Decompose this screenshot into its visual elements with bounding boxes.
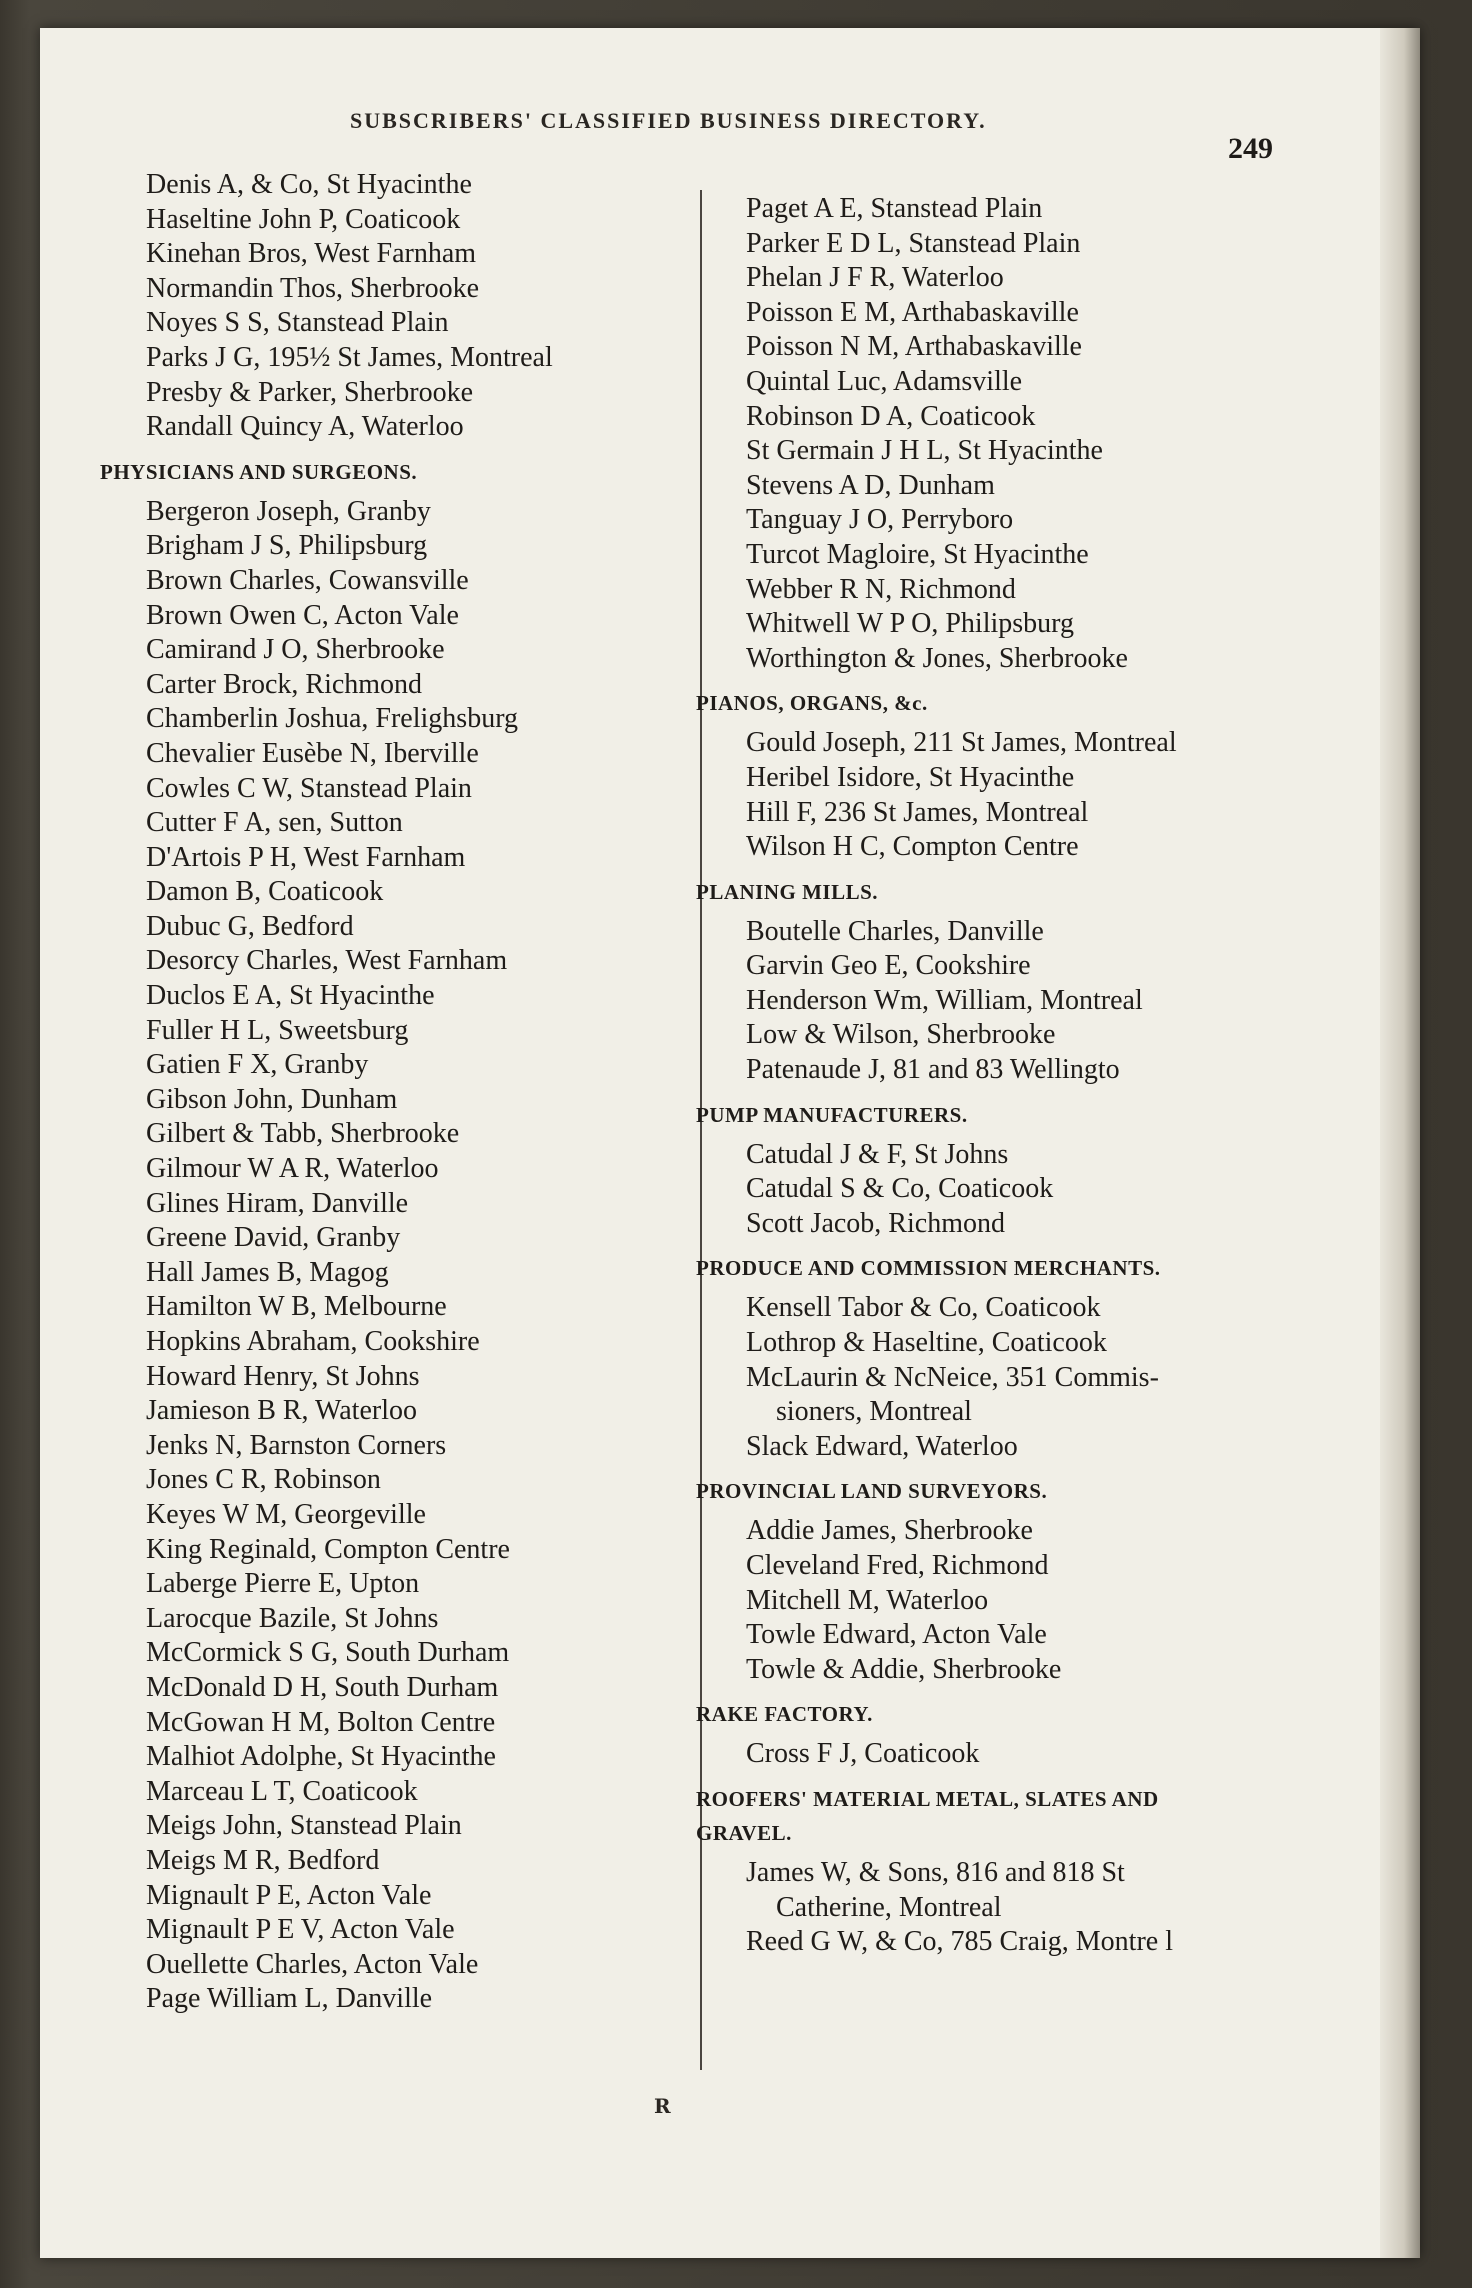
list-item: Worthington & Jones, Sherbrooke [746, 642, 1128, 674]
list-item: Laberge Pierre E, Upton [146, 1568, 420, 1600]
list-item: Poisson N M, Arthabaskaville [746, 331, 1082, 363]
list-item: Henderson Wm, William, Montreal [746, 984, 1143, 1016]
list-item: Reed G W, & Co, 785 Craig, Montre l [746, 1926, 1173, 1958]
list-item: Haseltine John P, Coaticook [146, 203, 461, 235]
list-item: Catudal J & F, St Johns [746, 1138, 1009, 1170]
list-item: Malhiot Adolphe, St Hyacinthe [146, 1741, 496, 1773]
list-item: Whitwell W P O, Philipsburg [746, 608, 1074, 640]
list-item: Larocque Bazile, St Johns [146, 1602, 439, 1634]
list-item: Camirand J O, Sherbrooke [146, 634, 445, 666]
list-item: Presby & Parker, Sherbrooke [146, 376, 474, 408]
list-item: Jenks N, Barnston Corners [146, 1429, 447, 1461]
list-item: Poisson E M, Arthabaskaville [746, 296, 1079, 328]
signature-mark: R [654, 2094, 671, 2118]
list-item: Heribel Isidore, St Hyacinthe [746, 761, 1075, 793]
list-item: Keyes W M, Georgeville [146, 1498, 426, 1530]
list-item: Brigham J S, Philipsburg [146, 530, 428, 562]
list-item: Mignault P E, Acton Vale [146, 1879, 432, 1911]
list-item: Low & Wilson, Sherbrooke [746, 1019, 1056, 1051]
list-item-continuation: sioners, Montreal [776, 1396, 972, 1428]
list-item: Brown Charles, Cowansville [146, 564, 469, 596]
list-item: Phelan J F R, Waterloo [746, 262, 1004, 294]
list-item: Gould Joseph, 211 St James, Montreal [746, 727, 1177, 759]
list-item: Bergeron Joseph, Granby [146, 495, 431, 527]
section-heading: PHYSICIANS AND SURGEONS. [100, 459, 418, 484]
list-item: Glines Hiram, Danville [146, 1187, 409, 1219]
list-item: Hall James B, Magog [146, 1256, 389, 1288]
section-heading: PIANOS, ORGANS, &c. [696, 691, 928, 716]
list-item: Fuller H L, Sweetsburg [146, 1014, 409, 1046]
list-item: Howard Henry, St Johns [146, 1360, 420, 1392]
list-item: Slack Edward, Waterloo [746, 1430, 1018, 1462]
list-item: Paget A E, Stanstead Plain [746, 193, 1043, 224]
list-item: St Germain J H L, St Hyacinthe [746, 435, 1103, 467]
list-item: Turcot Magloire, St Hyacinthe [746, 538, 1089, 570]
section-heading: RAKE FACTORY. [696, 1702, 873, 1727]
list-item: Stevens A D, Dunham [746, 469, 995, 501]
list-item: Webber R N, Richmond [746, 573, 1016, 605]
list-item: Addie James, Sherbrooke [746, 1515, 1033, 1547]
list-item: Cross F J, Coaticook [746, 1738, 980, 1770]
list-item: Randall Quincy A, Waterloo [146, 411, 464, 443]
section-heading: PUMP MANUFACTURERS. [696, 1102, 968, 1127]
list-item: Dubuc G, Bedford [146, 910, 354, 942]
section-heading: PLANING MILLS. [696, 879, 879, 904]
list-item: Noyes S S, Stanstead Plain [146, 307, 449, 339]
list-item: Damon B, Coaticook [146, 876, 384, 908]
section-heading-line: GRAVEL. [696, 1820, 792, 1845]
running-head: SUBSCRIBERS' CLASSIFIED BUSINESS DIRECTORY. [350, 108, 987, 133]
list-item: Catudal S & Co, Coaticook [746, 1173, 1054, 1205]
list-item: Wilson H C, Compton Centre [746, 831, 1079, 863]
left-column [100, 168, 680, 2017]
list-item: Chamberlin Joshua, Frelighsburg [146, 703, 519, 735]
list-item: McCormick S G, South Durham [146, 1637, 510, 1669]
list-item: Cleveland Fred, Richmond [746, 1550, 1049, 1581]
list-item: Hopkins Abraham, Cookshire [146, 1326, 480, 1357]
list-item: Mignault P E V, Acton Vale [146, 1914, 455, 1946]
list-item: Kinehan Bros, West Farnham [146, 238, 477, 270]
list-item: Garvin Geo E, Cookshire [746, 950, 1031, 982]
list-item: Tanguay J O, Perryboro [746, 504, 1014, 536]
page-number: 249 [1228, 132, 1273, 165]
list-item: Lothrop & Haseltine, Coaticook [746, 1327, 1107, 1359]
list-item: McLaurin & NcNeice, 351 Commis- [746, 1361, 1159, 1393]
list-item: D'Artois P H, West Farnham [146, 841, 466, 873]
section-heading: PRODUCE AND COMMISSION MERCHANTS. [696, 1256, 1161, 1281]
list-item: Towle & Addie, Sherbrooke [746, 1653, 1062, 1685]
list-item-continuation: Catherine, Montreal [776, 1891, 1002, 1923]
list-item: Gatien F X, Granby [146, 1049, 369, 1081]
list-item: Jones C R, Robinson [146, 1464, 381, 1496]
list-item: Mitchell M, Waterloo [746, 1584, 989, 1616]
list-item: Marceau L T, Coaticook [146, 1775, 418, 1807]
list-item: Parks J G, 195½ St James, Montreal [146, 341, 553, 373]
list-item: McDonald D H, South Durham [146, 1671, 499, 1703]
list-item: Denis A, & Co, St Hyacinthe [146, 169, 472, 200]
list-item: Quintal Luc, Adamsville [746, 365, 1023, 397]
list-item: Gilmour W A R, Waterloo [146, 1153, 439, 1185]
list-item: Hamilton W B, Melbourne [146, 1291, 447, 1323]
list-item: Towle Edward, Acton Vale [746, 1619, 1047, 1651]
list-item: Chevalier Eusèbe N, Iberville [146, 737, 479, 769]
list-item: Carter Brock, Richmond [146, 668, 423, 700]
list-item: Page William L, Danville [146, 1983, 433, 2015]
list-item: Duclos E A, St Hyacinthe [146, 980, 435, 1012]
list-item: Meigs John, Stanstead Plain [146, 1810, 462, 1842]
section-heading [688, 1782, 1288, 1850]
list-item: Normandin Thos, Sherbrooke [146, 272, 480, 304]
list-item: Cowles C W, Stanstead Plain [146, 772, 472, 804]
list-item: Cutter F A, sen, Sutton [146, 807, 403, 839]
list-item: Gibson John, Dunham [146, 1083, 398, 1115]
right-column [688, 192, 1288, 1960]
list-item: Parker E D L, Stanstead Plain [746, 227, 1081, 259]
list-item: Greene David, Granby [146, 1222, 401, 1254]
list-item: McGowan H M, Bolton Centre [146, 1706, 496, 1738]
list-item: Ouellette Charles, Acton Vale [146, 1948, 479, 1980]
list-item: Robinson D A, Coaticook [746, 400, 1036, 432]
list-item: Brown Owen C, Acton Vale [146, 599, 459, 631]
list-item: Kensell Tabor & Co, Coaticook [746, 1292, 1101, 1324]
list-item: Hill F, 236 St James, Montreal [746, 796, 1089, 828]
list-item: Gilbert & Tabb, Sherbrooke [146, 1118, 460, 1150]
list-item: Meigs M R, Bedford [146, 1844, 380, 1876]
list-item: Jamieson B R, Waterloo [146, 1395, 417, 1427]
list-item: Patenaude J, 81 and 83 Wellingto [746, 1054, 1120, 1086]
list-item: Boutelle Charles, Danville [746, 915, 1044, 947]
section-heading-line: ROOFERS' MATERIAL METAL, SLATES AND [696, 1786, 1159, 1811]
list-item: Scott Jacob, Richmond [746, 1207, 1005, 1239]
page-edge [1380, 28, 1420, 2258]
section-heading: PROVINCIAL LAND SURVEYORS. [696, 1479, 1048, 1504]
list-item: King Reginald, Compton Centre [146, 1533, 510, 1565]
list-item: James W, & Sons, 816 and 818 St [746, 1856, 1125, 1888]
list-item: Desorcy Charles, West Farnham [146, 945, 508, 977]
